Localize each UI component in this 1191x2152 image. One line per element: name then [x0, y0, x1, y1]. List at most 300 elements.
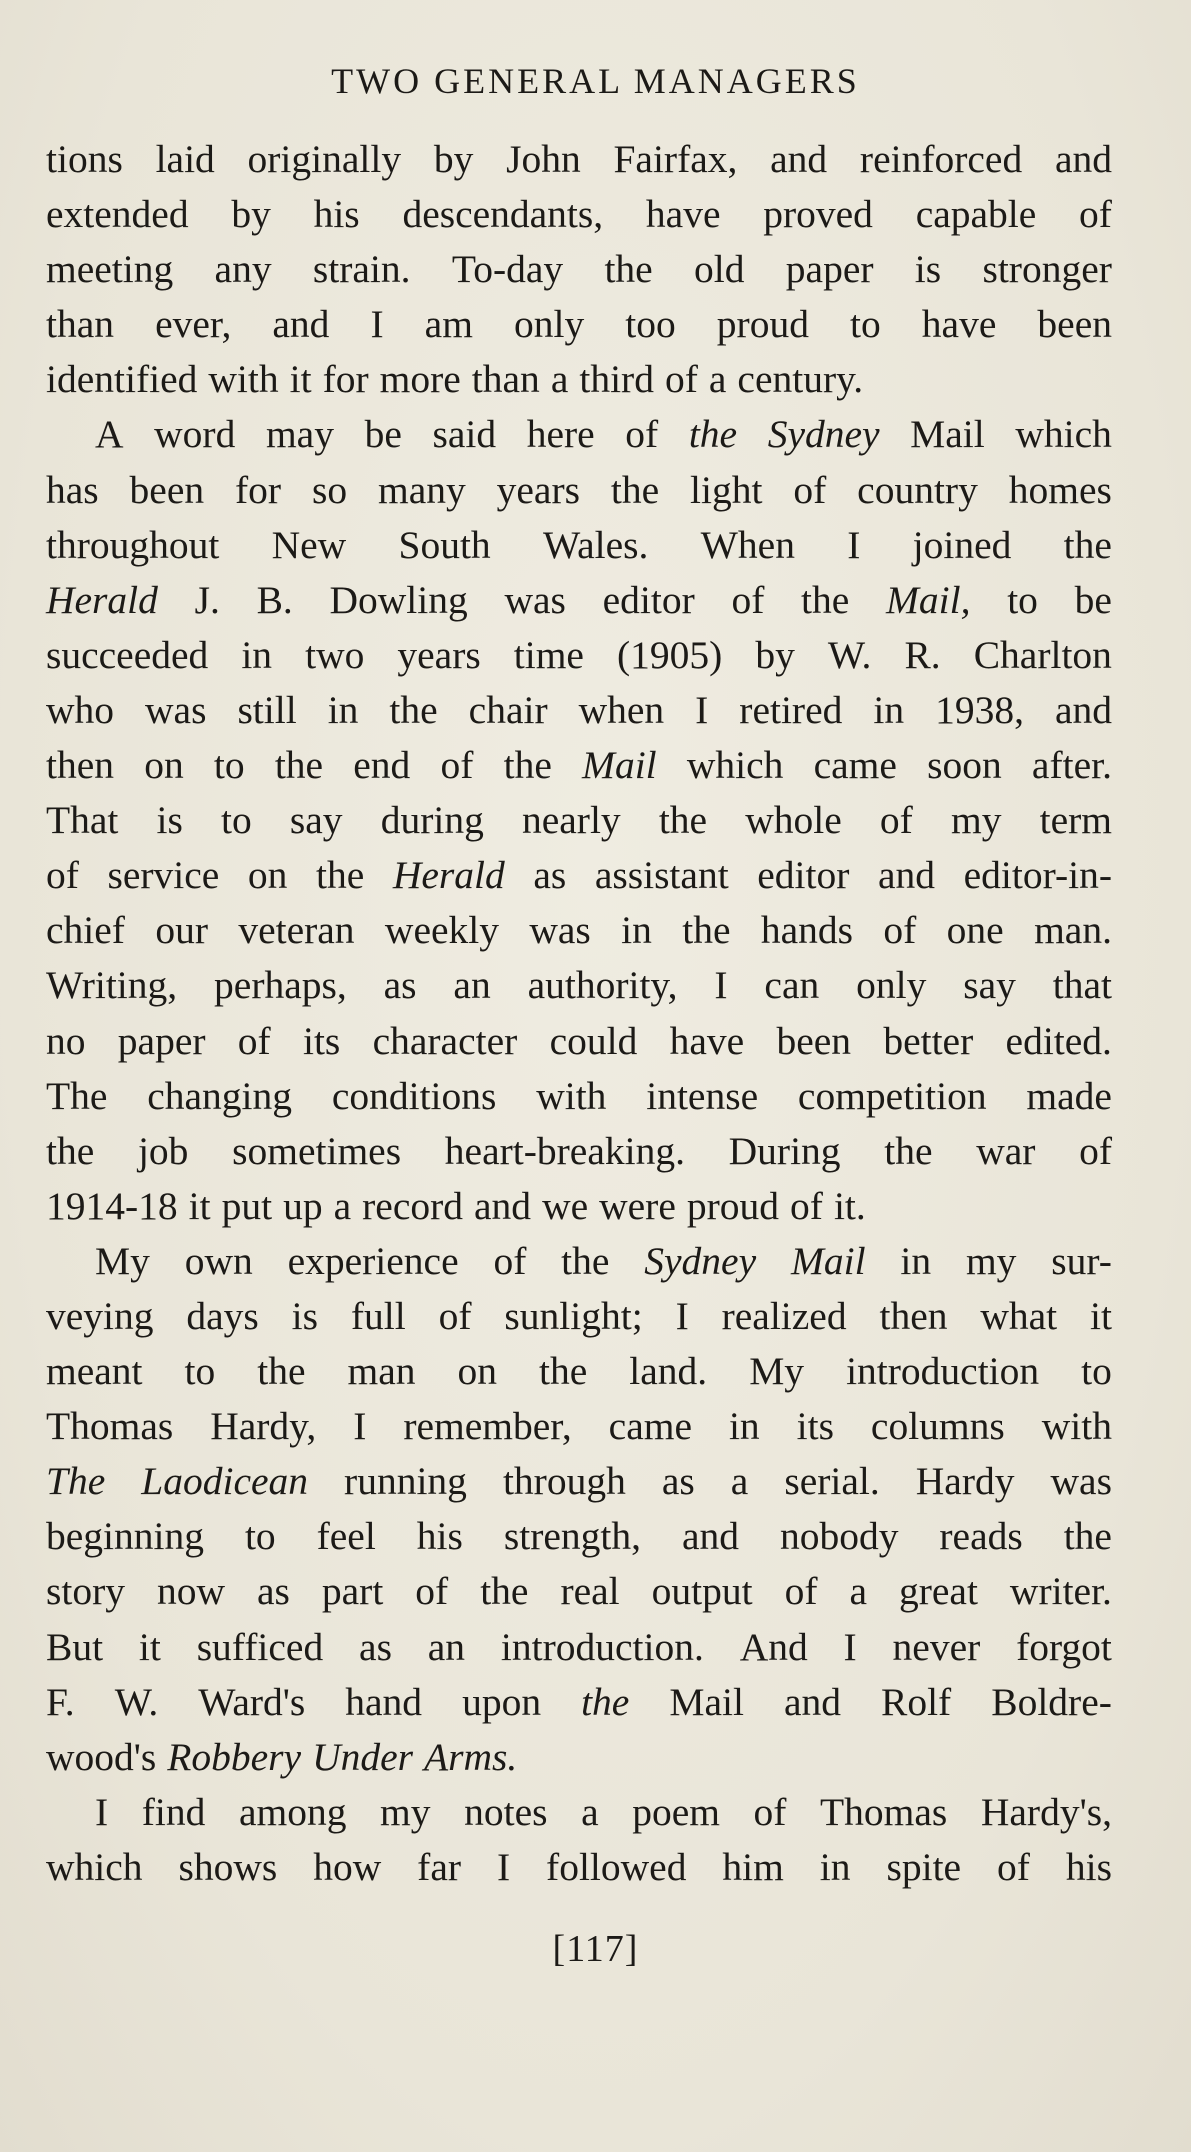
word: shows [178, 1844, 278, 1889]
text-line [46, 132, 1112, 187]
text-line [46, 1454, 1112, 1509]
word: how [313, 1844, 382, 1889]
word: During [728, 1128, 841, 1173]
word: word [154, 412, 236, 457]
word: experience [287, 1238, 459, 1283]
text-line [46, 352, 1112, 407]
word: been [1037, 302, 1112, 347]
word: strength, [503, 1514, 641, 1559]
word: full [350, 1293, 406, 1338]
word: a [581, 1789, 599, 1834]
page-number: [117] [552, 1928, 639, 1970]
word: Mail [910, 412, 985, 457]
word: in [873, 687, 905, 732]
text-line [46, 407, 1112, 462]
text-line [46, 903, 1112, 958]
word: one [946, 908, 1004, 953]
word: And [739, 1624, 808, 1669]
word: sunlight; [504, 1293, 643, 1338]
word: in [241, 632, 273, 677]
word: paper [785, 247, 874, 292]
word: originally [247, 137, 402, 181]
word: hands [760, 908, 854, 953]
word: I [370, 302, 384, 347]
word: years [496, 467, 580, 512]
word: of [625, 412, 659, 457]
word: in [728, 1404, 760, 1449]
word: sur- [1051, 1238, 1112, 1283]
word: the [604, 247, 653, 292]
word: among [238, 1789, 347, 1834]
word: land. [629, 1349, 708, 1394]
word: in [621, 908, 652, 953]
word: proved [763, 192, 873, 237]
word: W. [114, 1679, 159, 1724]
word: can [764, 963, 820, 1008]
word: upon [462, 1679, 542, 1724]
word: homes [1008, 467, 1112, 512]
word: I [353, 1404, 367, 1449]
text-line [46, 518, 1112, 573]
word: authority, [527, 963, 678, 1008]
word: F. [46, 1679, 75, 1724]
word: hand [345, 1679, 423, 1724]
word: for [235, 467, 282, 512]
text-line [46, 683, 1112, 738]
word: of [731, 577, 765, 622]
word: strain. [312, 247, 411, 292]
word: term [1039, 798, 1112, 843]
word: of [879, 798, 913, 843]
word: The [46, 1073, 108, 1118]
word: assistant [594, 853, 729, 898]
word: of [1079, 192, 1112, 237]
word: That [46, 798, 119, 843]
word: the [801, 577, 850, 622]
word: laid [155, 137, 215, 181]
word: than [46, 302, 115, 347]
word: on [144, 743, 184, 788]
word: it [1090, 1293, 1112, 1338]
word: have [921, 302, 997, 347]
word: editor-in- [963, 853, 1112, 898]
word: sometimes [232, 1128, 402, 1173]
text-line [46, 1289, 1112, 1344]
word: story [46, 1569, 125, 1614]
word: poem [632, 1789, 720, 1834]
word: part [321, 1569, 384, 1614]
word: the [316, 853, 365, 898]
word: of [997, 1844, 1030, 1889]
word: I [847, 522, 861, 567]
text-line [46, 1344, 1112, 1399]
word: Ward's [198, 1679, 306, 1724]
word: South [398, 522, 491, 567]
word: followed [546, 1844, 687, 1889]
word: the [1063, 522, 1112, 567]
word: introduction [846, 1349, 1040, 1394]
word: retired [739, 687, 843, 732]
word: have [669, 1018, 745, 1063]
word: of [664, 357, 698, 402]
word: no [46, 1018, 86, 1063]
text-line [46, 1509, 1112, 1564]
word: the [561, 1238, 610, 1283]
word: nobody [779, 1514, 899, 1559]
word: joined [912, 522, 1012, 567]
word: But [46, 1624, 104, 1669]
word: succeeded [46, 632, 209, 677]
word: to [244, 1514, 276, 1559]
word: be [1074, 577, 1112, 622]
text-line [46, 1014, 1112, 1069]
word: I [695, 687, 709, 732]
word: of [883, 908, 917, 953]
word: on [247, 853, 288, 898]
word: two [305, 632, 365, 677]
word: descendants, [402, 192, 604, 237]
italic-word: Mail, [886, 577, 971, 622]
word: I [95, 1789, 109, 1834]
word: has [46, 467, 99, 512]
word: what [980, 1293, 1058, 1338]
word: I [675, 1293, 689, 1338]
word: in [900, 1238, 932, 1283]
word: was [529, 908, 591, 953]
word: Wales. [542, 522, 649, 567]
word: John [506, 137, 581, 181]
text-line [46, 1399, 1112, 1454]
word: notes [464, 1789, 548, 1834]
word: up [283, 1183, 323, 1228]
word: a [708, 357, 727, 402]
word: the [682, 908, 731, 953]
word: through [502, 1459, 626, 1504]
word: a [550, 357, 569, 402]
word: writer. [1009, 1569, 1112, 1614]
word: job [137, 1128, 189, 1173]
word: never [892, 1624, 981, 1669]
word: came [813, 743, 897, 788]
word: I [843, 1624, 857, 1669]
word: which [686, 743, 784, 788]
word: is [291, 1293, 319, 1338]
text-line [46, 297, 1112, 352]
italic-word: Arms. [424, 1734, 518, 1779]
word: chief [46, 908, 125, 953]
word: serial. [784, 1459, 880, 1504]
word: an [453, 963, 491, 1008]
text-line [46, 1730, 1112, 1785]
word: its [302, 1018, 341, 1063]
word: chair [468, 687, 548, 732]
word: Boldre- [991, 1679, 1112, 1724]
word: been [776, 1018, 852, 1063]
word: and [1054, 687, 1112, 732]
word: and [272, 302, 330, 347]
word: the [1063, 1514, 1112, 1559]
word: to [1081, 1349, 1112, 1394]
word: of [237, 1018, 271, 1063]
word: character [372, 1018, 518, 1063]
word: was [504, 577, 566, 622]
word: be [364, 412, 402, 457]
word: and [474, 1183, 532, 1228]
word: of [753, 1789, 787, 1834]
word: by [231, 192, 271, 237]
word: in [819, 1844, 851, 1889]
word: Thomas [46, 1404, 174, 1449]
word: sufficed [196, 1624, 324, 1669]
text-line [46, 628, 1112, 683]
word: running [344, 1459, 467, 1504]
word: who [46, 687, 115, 732]
word: too [625, 302, 676, 347]
word: is [156, 798, 183, 843]
word: of [493, 1238, 527, 1283]
word: proud [716, 302, 809, 347]
word: R. [904, 632, 941, 677]
word: to [213, 743, 245, 788]
word: editor [757, 853, 850, 898]
word: Charlton [973, 632, 1112, 677]
word: capable [915, 192, 1037, 237]
word: and [1054, 137, 1112, 181]
word: heart-breaking. [444, 1128, 685, 1173]
italic-word: Sydney [644, 1238, 757, 1283]
word: feel [316, 1514, 376, 1559]
word: B. [256, 577, 293, 622]
word: put [221, 1183, 273, 1228]
word: say [289, 798, 343, 843]
word: more [379, 357, 461, 402]
word: My [95, 1238, 150, 1283]
word: and [681, 1514, 739, 1559]
word: my [950, 798, 1002, 843]
word: beginning [46, 1514, 204, 1559]
word: here [526, 412, 595, 457]
italic-word: Herald [392, 853, 505, 898]
word: nearly [521, 798, 621, 843]
italic-word: the [581, 1679, 630, 1724]
word: Mail [669, 1679, 744, 1724]
word: with [1041, 1404, 1112, 1449]
word: then [46, 743, 115, 788]
word: have [645, 192, 721, 237]
word: man. [1034, 908, 1112, 953]
text-line [46, 573, 1112, 628]
word: wood's [46, 1734, 157, 1779]
word: great [898, 1569, 978, 1614]
word: years [397, 632, 481, 677]
word: came [608, 1404, 692, 1449]
italic-word: The [46, 1459, 106, 1504]
word: stronger [982, 247, 1112, 292]
word: tions [46, 137, 123, 181]
word: of [1079, 1128, 1112, 1173]
word: war [976, 1128, 1036, 1173]
word: the [389, 687, 438, 732]
italic-word: Robbery [167, 1734, 302, 1779]
word: old [694, 247, 745, 292]
word: by [433, 137, 474, 181]
word: real [560, 1569, 620, 1614]
word: an [427, 1624, 466, 1669]
word: forgot [1016, 1624, 1112, 1669]
word: the [539, 1349, 588, 1394]
word: and [877, 853, 936, 898]
text-line [46, 848, 1112, 903]
word: When [700, 522, 795, 567]
word: him [722, 1844, 784, 1889]
word: may [265, 412, 334, 457]
text-line [46, 1179, 1112, 1234]
word: than [471, 357, 540, 402]
word: the [46, 1128, 95, 1173]
italic-word: Under [312, 1734, 414, 1779]
word: Dowling [329, 577, 468, 622]
word: the [274, 743, 324, 788]
word: of [46, 853, 79, 898]
word: his [416, 1514, 463, 1559]
body-text [46, 132, 1112, 1895]
word: of [438, 1293, 472, 1338]
word: could [549, 1018, 638, 1063]
word: edited. [1005, 1018, 1112, 1063]
word: Hardy, [210, 1404, 317, 1449]
word: veteran [238, 908, 355, 953]
word: throughout [46, 522, 220, 567]
word: for [322, 357, 369, 402]
text-line [46, 958, 1112, 1013]
text-line [46, 738, 1112, 793]
word: soon [927, 743, 1002, 788]
word: introduction. [500, 1624, 704, 1669]
word: was [145, 687, 207, 732]
text-line [46, 1840, 1112, 1895]
word: the [480, 1569, 529, 1614]
word: time [513, 632, 584, 677]
word: I [496, 1844, 511, 1889]
word: my [965, 1238, 1017, 1283]
word: as [661, 1459, 695, 1504]
word: weekly [384, 908, 499, 953]
italic-word: the [688, 412, 738, 457]
word: of [784, 1569, 818, 1614]
word: remember, [403, 1404, 572, 1449]
word: to [184, 1349, 216, 1394]
word: I [714, 963, 728, 1008]
word: ever, [155, 302, 232, 347]
word: veying [46, 1293, 154, 1338]
word: find [141, 1789, 206, 1834]
word: man [347, 1349, 416, 1394]
word: service [107, 853, 220, 898]
word: country [857, 467, 978, 512]
word: many [377, 467, 466, 512]
word: we [542, 1183, 589, 1228]
word: been [129, 467, 205, 512]
word: then [879, 1293, 948, 1338]
word: and [770, 137, 828, 181]
word: reads [939, 1514, 1023, 1559]
word: a [849, 1569, 867, 1614]
word: of [415, 1569, 449, 1614]
word: light [690, 467, 763, 512]
word: meant [46, 1349, 143, 1394]
word: only [856, 963, 927, 1008]
word: competition [797, 1073, 987, 1118]
word: to [1007, 577, 1038, 622]
word: conditions [331, 1073, 497, 1118]
word: it. [833, 1183, 866, 1228]
word: so [311, 467, 348, 512]
text-line [46, 1675, 1112, 1730]
word: still [237, 687, 297, 732]
italic-word: Mail [790, 1238, 866, 1283]
word: extended [46, 192, 189, 237]
text-line [46, 1564, 1112, 1619]
word: any [214, 247, 272, 292]
word: it [289, 357, 312, 402]
word: proud [686, 1183, 780, 1228]
word: editor [602, 577, 695, 622]
word: a [333, 1183, 352, 1228]
word: identified [46, 357, 198, 402]
word: columns [870, 1404, 1005, 1449]
word: my [380, 1789, 431, 1834]
word: on [457, 1349, 498, 1394]
word: which [46, 1844, 143, 1889]
word: Fairfax, [613, 137, 738, 181]
text-line [46, 1620, 1112, 1675]
word: the [610, 467, 660, 512]
word: am [424, 302, 473, 347]
italic-word: Herald [46, 577, 158, 622]
word: far [417, 1844, 462, 1889]
word: spite [886, 1844, 962, 1889]
word: whole [745, 798, 842, 843]
word: which [1015, 412, 1112, 457]
word: J. [194, 577, 220, 622]
word: own [184, 1238, 253, 1283]
word: of [440, 743, 474, 788]
word: after. [1031, 743, 1112, 788]
word: To-day [451, 247, 564, 292]
word: it [138, 1624, 161, 1669]
italic-word: Mail [582, 743, 657, 788]
word: W. [827, 632, 872, 677]
word: output [651, 1569, 753, 1614]
word: end [353, 743, 411, 788]
word: with [536, 1073, 607, 1118]
word: was [1050, 1459, 1112, 1504]
word: by [755, 632, 795, 677]
word: reinforced [859, 137, 1023, 181]
italic-word: Laodicean [141, 1459, 309, 1504]
word: is [914, 247, 942, 292]
word: the [503, 743, 552, 788]
word: paper [117, 1018, 206, 1063]
text-line [46, 242, 1112, 297]
word: perhaps, [214, 963, 347, 1008]
word: the [884, 1128, 933, 1173]
word: realized [721, 1293, 847, 1338]
word: that [1052, 963, 1112, 1008]
word: (1905) [617, 632, 723, 677]
word: meeting [46, 247, 174, 292]
word: in [327, 687, 359, 732]
